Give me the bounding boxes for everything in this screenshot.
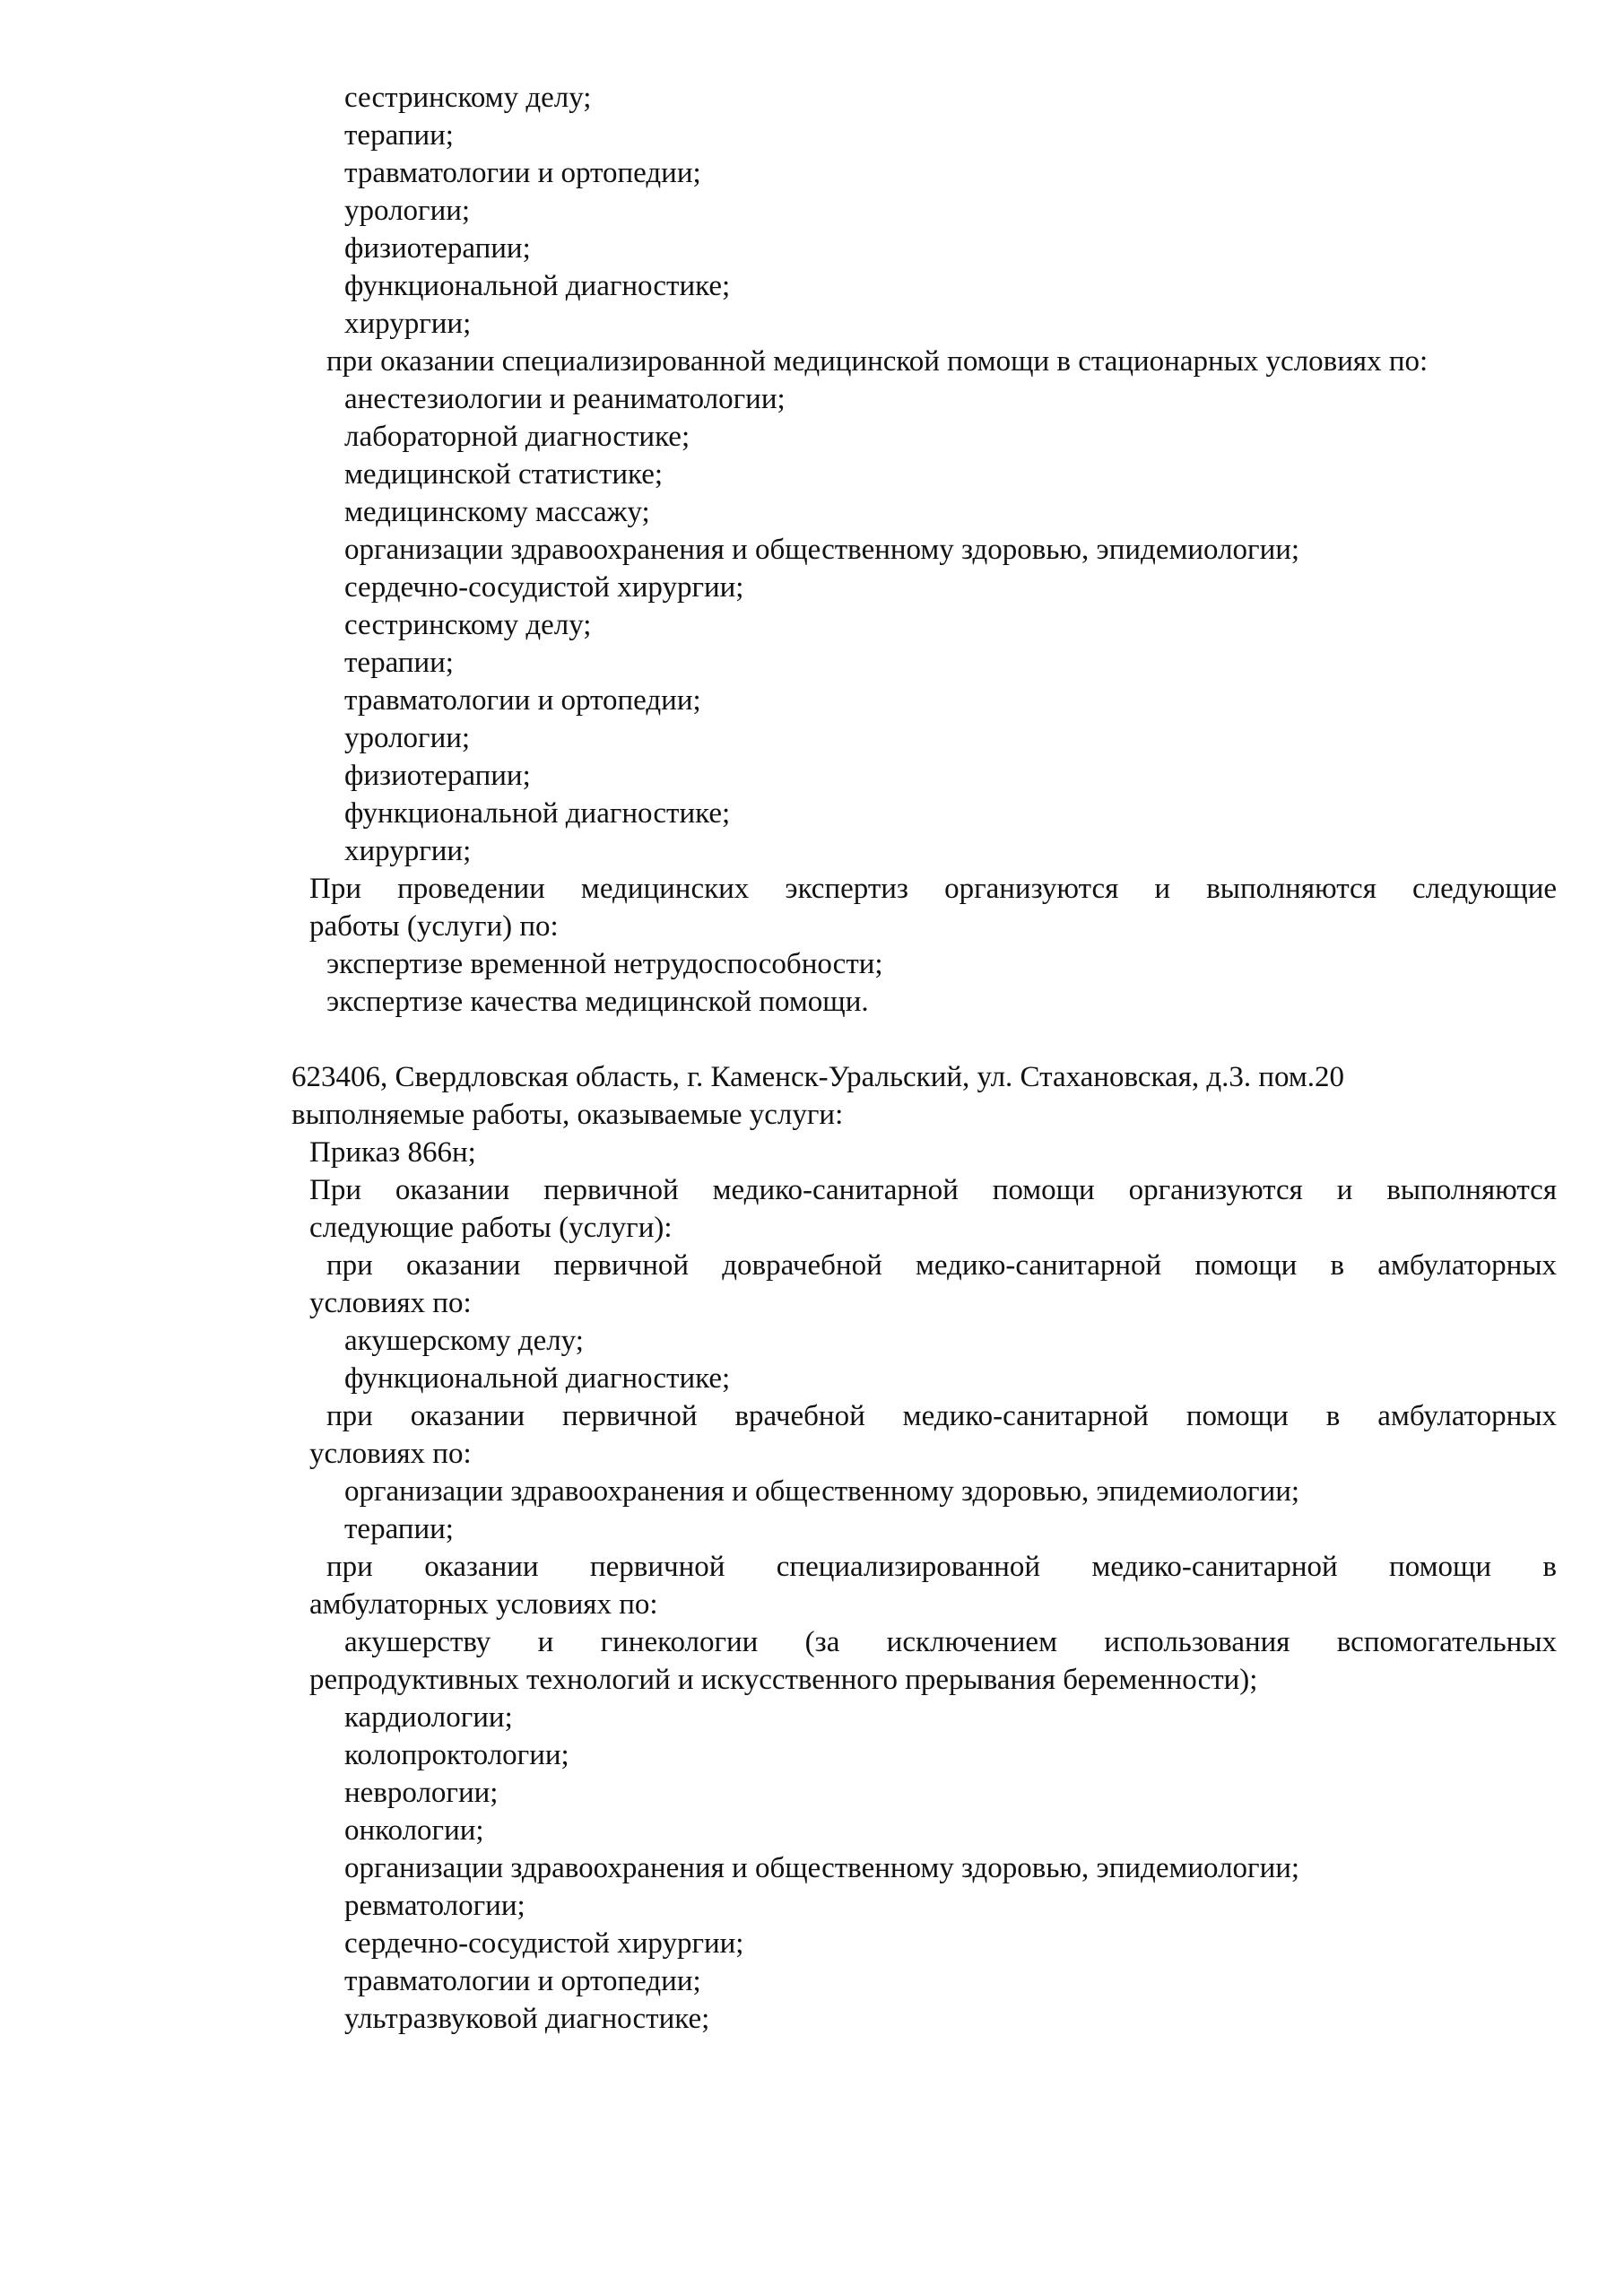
list-item: функциональной диагностике; xyxy=(344,270,731,302)
list-item: хирургии; xyxy=(344,835,472,867)
list-item: урологии; xyxy=(344,722,471,754)
list-item: организации здравоохранения и общественному здоровью, эпидемиологии; xyxy=(344,1475,1300,1508)
list-item: терапии; xyxy=(344,119,454,152)
list-item: сердечно-сосудистой хирургии; xyxy=(344,571,744,604)
list-item: терапии; xyxy=(344,647,454,679)
list-item: травматологии и ортопедии; xyxy=(344,157,701,189)
list-item: медицинской статистике; xyxy=(344,458,664,491)
list-item: функциональной диагностике; xyxy=(344,797,731,830)
list-item: функциональной диагностике; xyxy=(344,1362,731,1395)
address: 623406, Свердловская область, г. Каменск-Уральский, ул. Стахановская, д.3. пом.20 xyxy=(291,1061,1345,1093)
list-item: медицинскому массажу; xyxy=(344,496,650,528)
list-item: экспертизе временной нетрудоспособности; xyxy=(326,948,883,980)
list-item: организации здравоохранения и общественному здоровью, эпидемиологии; xyxy=(344,1852,1300,1884)
list-item: травматологии и ортопедии; xyxy=(344,684,701,717)
section-heading-cont: работы (услуги) по: xyxy=(309,910,559,943)
list-item: акушерству и гинекологии (за исключением использования вспомогательных xyxy=(344,1626,1557,1658)
list-item: хирургии; xyxy=(344,308,472,340)
list-item: сестринскому делу; xyxy=(344,609,592,641)
subsection-heading: при оказании первичной специализированной медико-санитарной помощи в xyxy=(326,1551,1557,1583)
list-item: колопроктологии; xyxy=(344,1739,569,1771)
list-item: анестезиологии и реаниматологии; xyxy=(344,383,786,415)
subsection-heading-cont: амбулаторных условиях по: xyxy=(309,1588,658,1621)
list-item: терапии; xyxy=(344,1513,454,1545)
section-heading-cont: следующие работы (услуги): xyxy=(309,1212,673,1244)
list-item: организации здравоохранения и общественному здоровью, эпидемиологии; xyxy=(344,534,1300,566)
subsection-heading-cont: условиях по: xyxy=(309,1438,472,1470)
list-item: физиотерапии; xyxy=(344,760,531,792)
list-item: онкологии; xyxy=(344,1814,484,1847)
list-item: сестринскому делу; xyxy=(344,82,592,114)
list-item: ультразвуковой диагностике; xyxy=(344,2003,710,2035)
list-item: лабораторной диагностике; xyxy=(344,421,690,453)
subsection-heading-cont: условиях по: xyxy=(309,1287,472,1319)
list-item: урологии; xyxy=(344,195,471,227)
subsection-heading: при оказании первичной врачебной медико-санитарной помощи в амбулаторных xyxy=(326,1400,1557,1432)
list-item: кардиологии; xyxy=(344,1701,513,1734)
list-item: сердечно-сосудистой хирургии; xyxy=(344,1927,744,1960)
list-item: физиотерапии; xyxy=(344,232,531,265)
services-label: выполняемые работы, оказываемые услуги: xyxy=(291,1099,844,1131)
list-item: акушерскому делу; xyxy=(344,1325,584,1357)
subsection-heading: при оказании первичной доврачебной медико-санитарной помощи в амбулаторных xyxy=(326,1249,1557,1282)
section-heading: При проведении медицинских экспертиз организуются и выполняются следующие xyxy=(309,873,1557,905)
list-item: травматологии и ортопедии; xyxy=(344,1965,701,1997)
section-heading: при оказании специализированной медицинской помощи в стационарных условиях по: xyxy=(326,345,1429,378)
list-item: экспертизе качества медицинской помощи. xyxy=(326,986,869,1018)
order-ref: Приказ 866н; xyxy=(309,1136,476,1169)
list-item: ревматологии; xyxy=(344,1890,525,1922)
list-item-cont: репродуктивных технологий и искусственного прерывания беременности); xyxy=(309,1664,1258,1696)
list-item: неврологии; xyxy=(344,1777,499,1809)
section-heading: При оказании первичной медико-санитарной помощи организуются и выполняются xyxy=(309,1174,1557,1206)
